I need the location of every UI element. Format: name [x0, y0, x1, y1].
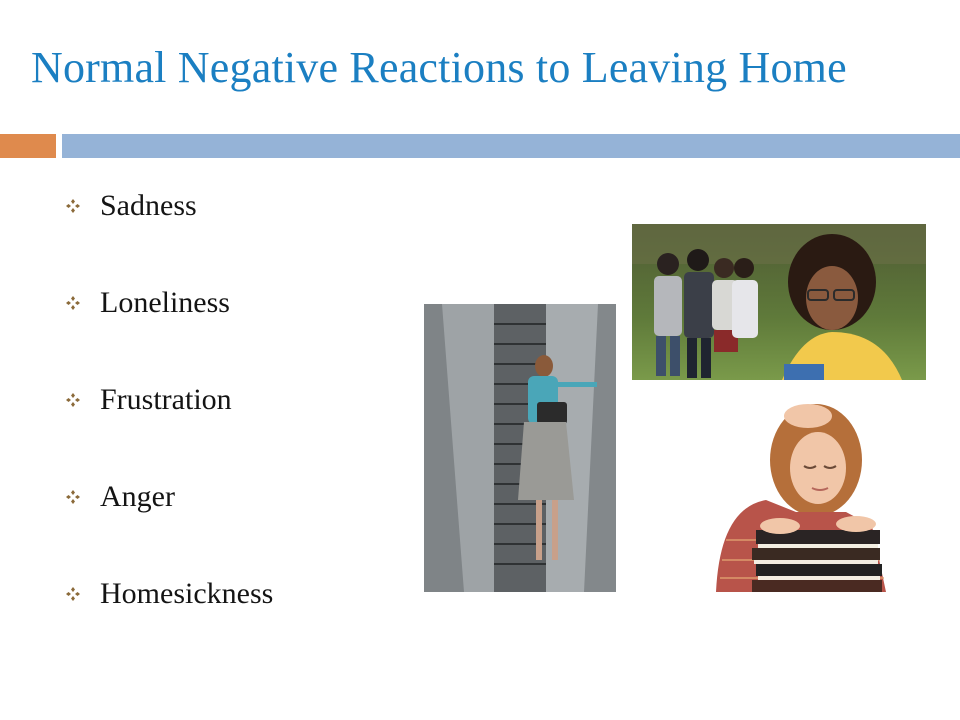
bullet-item — [66, 283, 273, 380]
bullet-label: Anger — [100, 480, 175, 513]
accent-bar-orange — [0, 134, 56, 158]
bullet-item — [66, 186, 273, 283]
four-diamond-icon — [66, 186, 100, 226]
slide-title: Normal Negative Reactions to Leaving Home — [31, 43, 847, 92]
four-diamond-icon — [66, 574, 100, 614]
students-group-photo — [632, 224, 926, 380]
bullet-label: Loneliness — [100, 286, 230, 319]
bullet-item — [66, 380, 273, 477]
bullet-list — [66, 186, 273, 671]
escalator-photo — [424, 304, 616, 592]
bullet-item — [66, 477, 273, 574]
four-diamond-icon — [66, 283, 100, 323]
accent-bar-blue — [62, 134, 960, 158]
four-diamond-icon — [66, 380, 100, 420]
bullet-item — [66, 574, 273, 671]
tired-student-photo — [696, 400, 888, 592]
bullet-label: Frustration — [100, 383, 232, 416]
bullet-label: Sadness — [100, 189, 197, 222]
four-diamond-icon — [66, 477, 100, 517]
bullet-label: Homesickness — [100, 577, 274, 610]
